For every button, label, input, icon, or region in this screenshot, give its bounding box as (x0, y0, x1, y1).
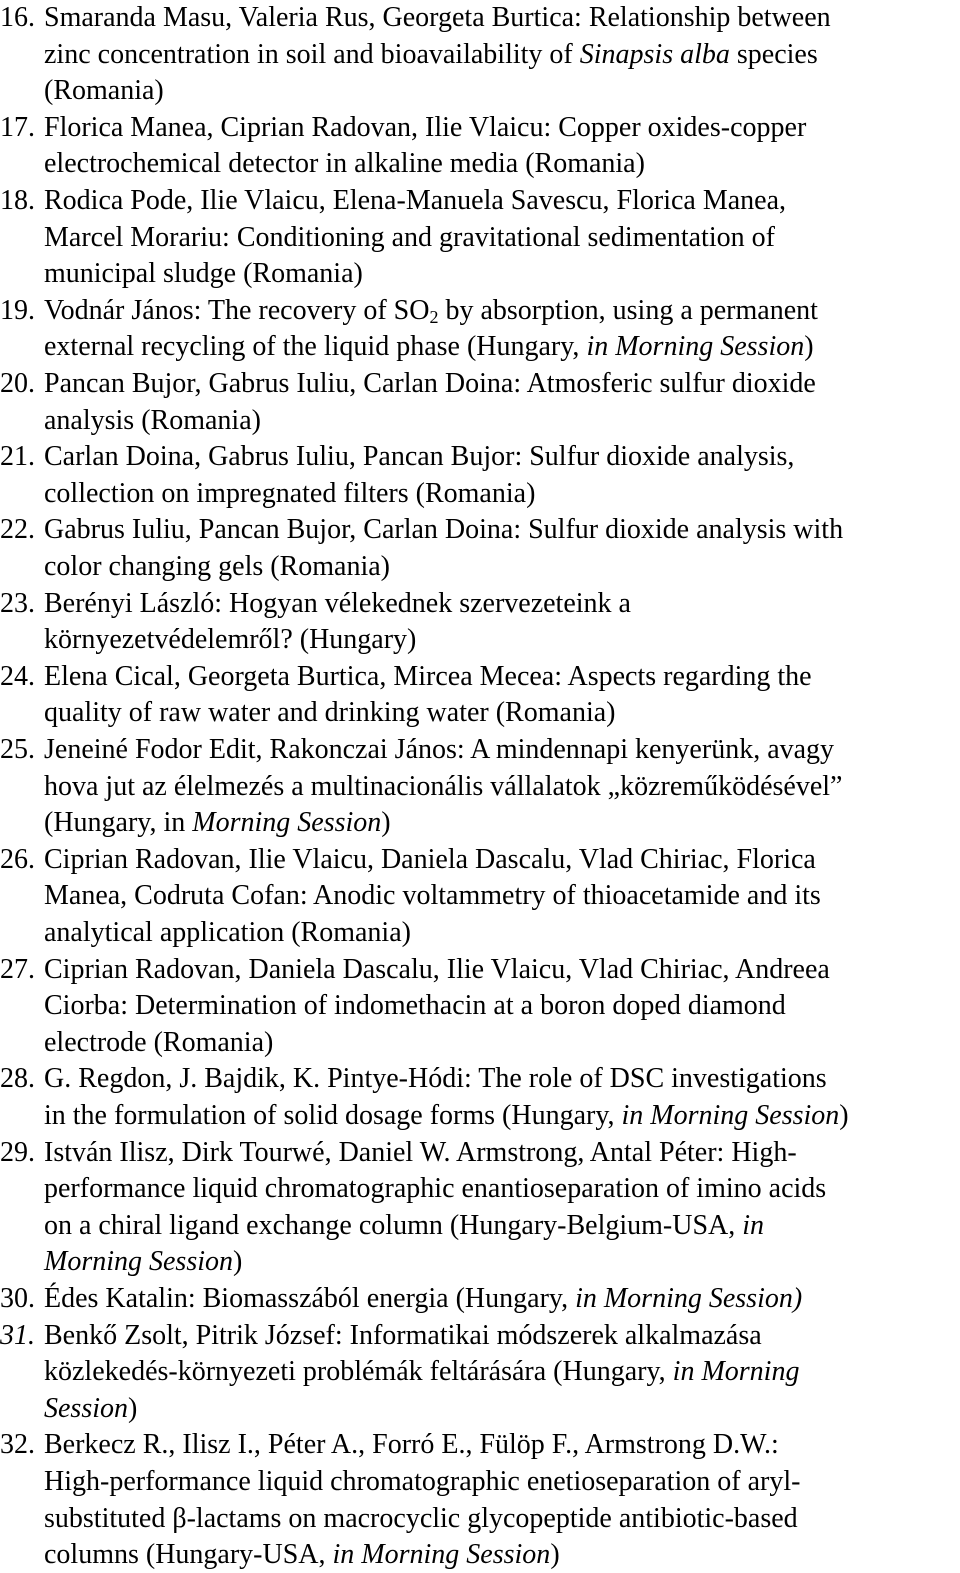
entry-line (44, 586, 631, 622)
entry-text: Jeneiné Fodor Edit, Rakonczai János: A mindennapi kenyerünk, avagy (44, 734, 835, 765)
entry-text: analytical application (Romania) (44, 916, 411, 948)
entry-number: 24. (0, 660, 35, 692)
entry-line (44, 256, 363, 292)
entry-line (44, 952, 830, 988)
entry-text: species (729, 38, 818, 70)
entry-text: external recycling of the liquid phase (Hungary, (44, 331, 587, 363)
entry-text: Édes Katalin: Biomasszából energia (Hungary, (44, 1283, 576, 1314)
entry-line (44, 659, 812, 695)
entry-line (44, 512, 843, 548)
entry-line (44, 1391, 137, 1427)
entry-line (44, 878, 821, 914)
entry-number: 16. (0, 2, 35, 33)
entry-text: Ciprian Radovan, Daniela Dascalu, Ilie Vlaicu, Vlad Chiriac, Andreea (44, 953, 830, 985)
entry-text: Berényi László: Hogyan vélekednek szervezeteink a (44, 587, 631, 619)
italic-text: Morning Session (192, 807, 382, 839)
entry-line (44, 110, 806, 146)
entry-text: Ciorba: Determination of indomethacin at a boron doped diamond (44, 990, 786, 1022)
italic-text: in Morning Session (586, 331, 805, 363)
entry-line (44, 1098, 849, 1134)
entry-text: Marcel Morariu: Conditioning and gravitational sedimentation of (44, 221, 775, 253)
italic-text: in Morning Session (332, 1539, 551, 1571)
subscript-text: 2 (429, 306, 439, 327)
entry-line (44, 1537, 560, 1573)
entry-line (44, 439, 794, 475)
entry-text: Rodica Pode, Ilie Vlaicu, Elena-Manuela Savescu, Florica Manea, (44, 185, 787, 216)
entry-number: 25. (0, 734, 35, 765)
entry-text: in the formulation of solid dosage forms (Hungary, (44, 1099, 622, 1131)
entry-text: High-performance liquid chromatographic enetioseparation of aryl- (44, 1465, 801, 1497)
entry-line (44, 183, 786, 219)
entry-line (44, 1061, 827, 1097)
entry-line (44, 1281, 802, 1317)
entry-number: 23. (0, 587, 35, 619)
entry-number: 30. (0, 1283, 35, 1314)
entry-text: analysis (Romania) (44, 404, 261, 436)
entry-number: 26. (0, 843, 35, 875)
entry-text: color changing gels (Romania) (44, 550, 391, 582)
entry-text: zinc concentration in soil and bioavailability of (44, 38, 580, 70)
entry-line (44, 366, 816, 402)
italic-text: in Morning Session (621, 1099, 840, 1131)
entry-line (44, 842, 816, 878)
entry-number: 32. (0, 1429, 35, 1461)
entry-text: ) (550, 1539, 560, 1571)
entry-line (44, 146, 645, 182)
entry-line (44, 293, 818, 329)
entry-line (44, 403, 261, 439)
entry-text: performance liquid chromatographic enantioseparation of imino acids (44, 1173, 827, 1205)
entry-line (44, 695, 615, 731)
entry-number: 29. (0, 1136, 35, 1168)
entry-number: 28. (0, 1063, 35, 1095)
entry-text: ) (381, 807, 391, 839)
italic-text: Session (44, 1392, 128, 1424)
entry-line (44, 622, 416, 658)
entry-text: G. Regdon, J. Bajdik, K. Pintye-Hódi: The role of DSC investigations (44, 1063, 827, 1095)
entry-line (44, 1501, 798, 1537)
entry-line (44, 1244, 242, 1280)
entry-text: Vodnár János: The recovery of SO (44, 294, 430, 326)
entry-text: municipal sludge (Romania) (44, 258, 363, 290)
entry-text: electrochemical detector in alkaline media (Romania) (44, 148, 645, 180)
entry-text: collection on impregnated filters (Romania) (44, 477, 536, 509)
entry-text: hova jut az élelmezés a multinacionális vállalatok „közreműködésével” (44, 770, 843, 802)
entry-text: electrode (Romania) (44, 1026, 274, 1058)
entry-line (44, 476, 535, 512)
italic-text: in Morning Session) (575, 1283, 803, 1314)
entry-text: Carlan Doina, Gabrus Iuliu, Pancan Bujor: Sulfur dioxide analysis, (44, 441, 795, 473)
entry-text: Ciprian Radovan, Ilie Vlaicu, Daniela Dascalu, Vlad Chiriac, Florica (44, 843, 816, 875)
entry-number: 21. (0, 441, 35, 473)
entry-line (44, 37, 818, 73)
entry-line (44, 1354, 799, 1390)
entry-line (44, 1427, 779, 1463)
entry-number: 17. (0, 111, 35, 143)
entry-line (44, 1464, 800, 1500)
entry-text: környezetvédelemről? (Hungary) (44, 624, 417, 656)
italic-text: in Morning (672, 1356, 800, 1388)
entry-line (44, 549, 390, 585)
entry-text: ) (128, 1392, 138, 1424)
entry-line (44, 769, 842, 805)
entry-line (44, 329, 814, 365)
entry-line (44, 732, 834, 768)
entry-line (44, 915, 411, 951)
entry-text: Pancan Bujor, Gabrus Iuliu, Carlan Doina: Atmosferic sulfur dioxide (44, 368, 816, 399)
entry-line (44, 0, 831, 36)
entry-text: Gabrus Iuliu, Pancan Bujor, Carlan Doina: Sulfur dioxide analysis with (44, 514, 844, 546)
entry-number: 27. (0, 953, 35, 985)
entry-text: (Romania) (44, 75, 164, 107)
entry-line (44, 1318, 762, 1354)
entry-line (44, 220, 775, 256)
entry-line (44, 73, 164, 109)
entry-number: 18. (0, 185, 35, 216)
entry-text: Smaranda Masu, Valeria Rus, Georgeta Burtica: Relationship between (44, 2, 831, 33)
entry-text: (Hungary, in (44, 807, 193, 839)
entry-text: quality of raw water and drinking water (Romania) (44, 697, 616, 729)
entry-text: Berkecz R., Ilisz I., Péter A., Forró E., Fülöp F., Armstrong D.W.: (44, 1429, 779, 1461)
entry-number: 31. (0, 1319, 35, 1351)
italic-text: in (742, 1209, 765, 1241)
entry-text: by absorption, using a permanent (438, 294, 818, 326)
entry-text: ) (804, 331, 814, 363)
entry-text: Manea, Codruta Cofan: Anodic voltammetry of thioacetamide and its (44, 880, 821, 912)
entry-text: Florica Manea, Ciprian Radovan, Ilie Vlaicu: Copper oxides-copper (44, 111, 807, 143)
entry-line (44, 988, 786, 1024)
entry-text: Elena Cical, Georgeta Burtica, Mircea Mecea: Aspects regarding the (44, 660, 812, 692)
entry-text: ) (839, 1099, 849, 1131)
entry-number: 22. (0, 514, 35, 546)
entry-text: substituted β-lactams on macrocyclic glycopeptide antibiotic-based (44, 1502, 798, 1534)
italic-text: Morning Session (44, 1246, 233, 1278)
entry-line (44, 1171, 826, 1207)
entry-text: columns (Hungary-USA, (44, 1539, 333, 1571)
entry-text: on a chiral ligand exchange column (Hungary-Belgium-USA, (44, 1209, 743, 1241)
entry-number: 19. (0, 294, 35, 326)
entry-line (44, 805, 391, 841)
entry-line (44, 1208, 764, 1244)
entry-text: ) (233, 1246, 243, 1278)
entry-text: István Ilisz, Dirk Tourwé, Daniel W. Armstrong, Antal Péter: High- (44, 1136, 797, 1168)
entry-line (44, 1025, 273, 1061)
italic-text: Sinapsis alba (579, 38, 730, 70)
entry-text: közlekedés-környezeti problémák feltárására (Hungary, (44, 1356, 673, 1388)
entry-text: Benkő Zsolt, Pitrik József: Informatikai módszerek alkalmazása (44, 1319, 762, 1351)
entry-number: 20. (0, 368, 35, 399)
entry-line (44, 1135, 797, 1171)
